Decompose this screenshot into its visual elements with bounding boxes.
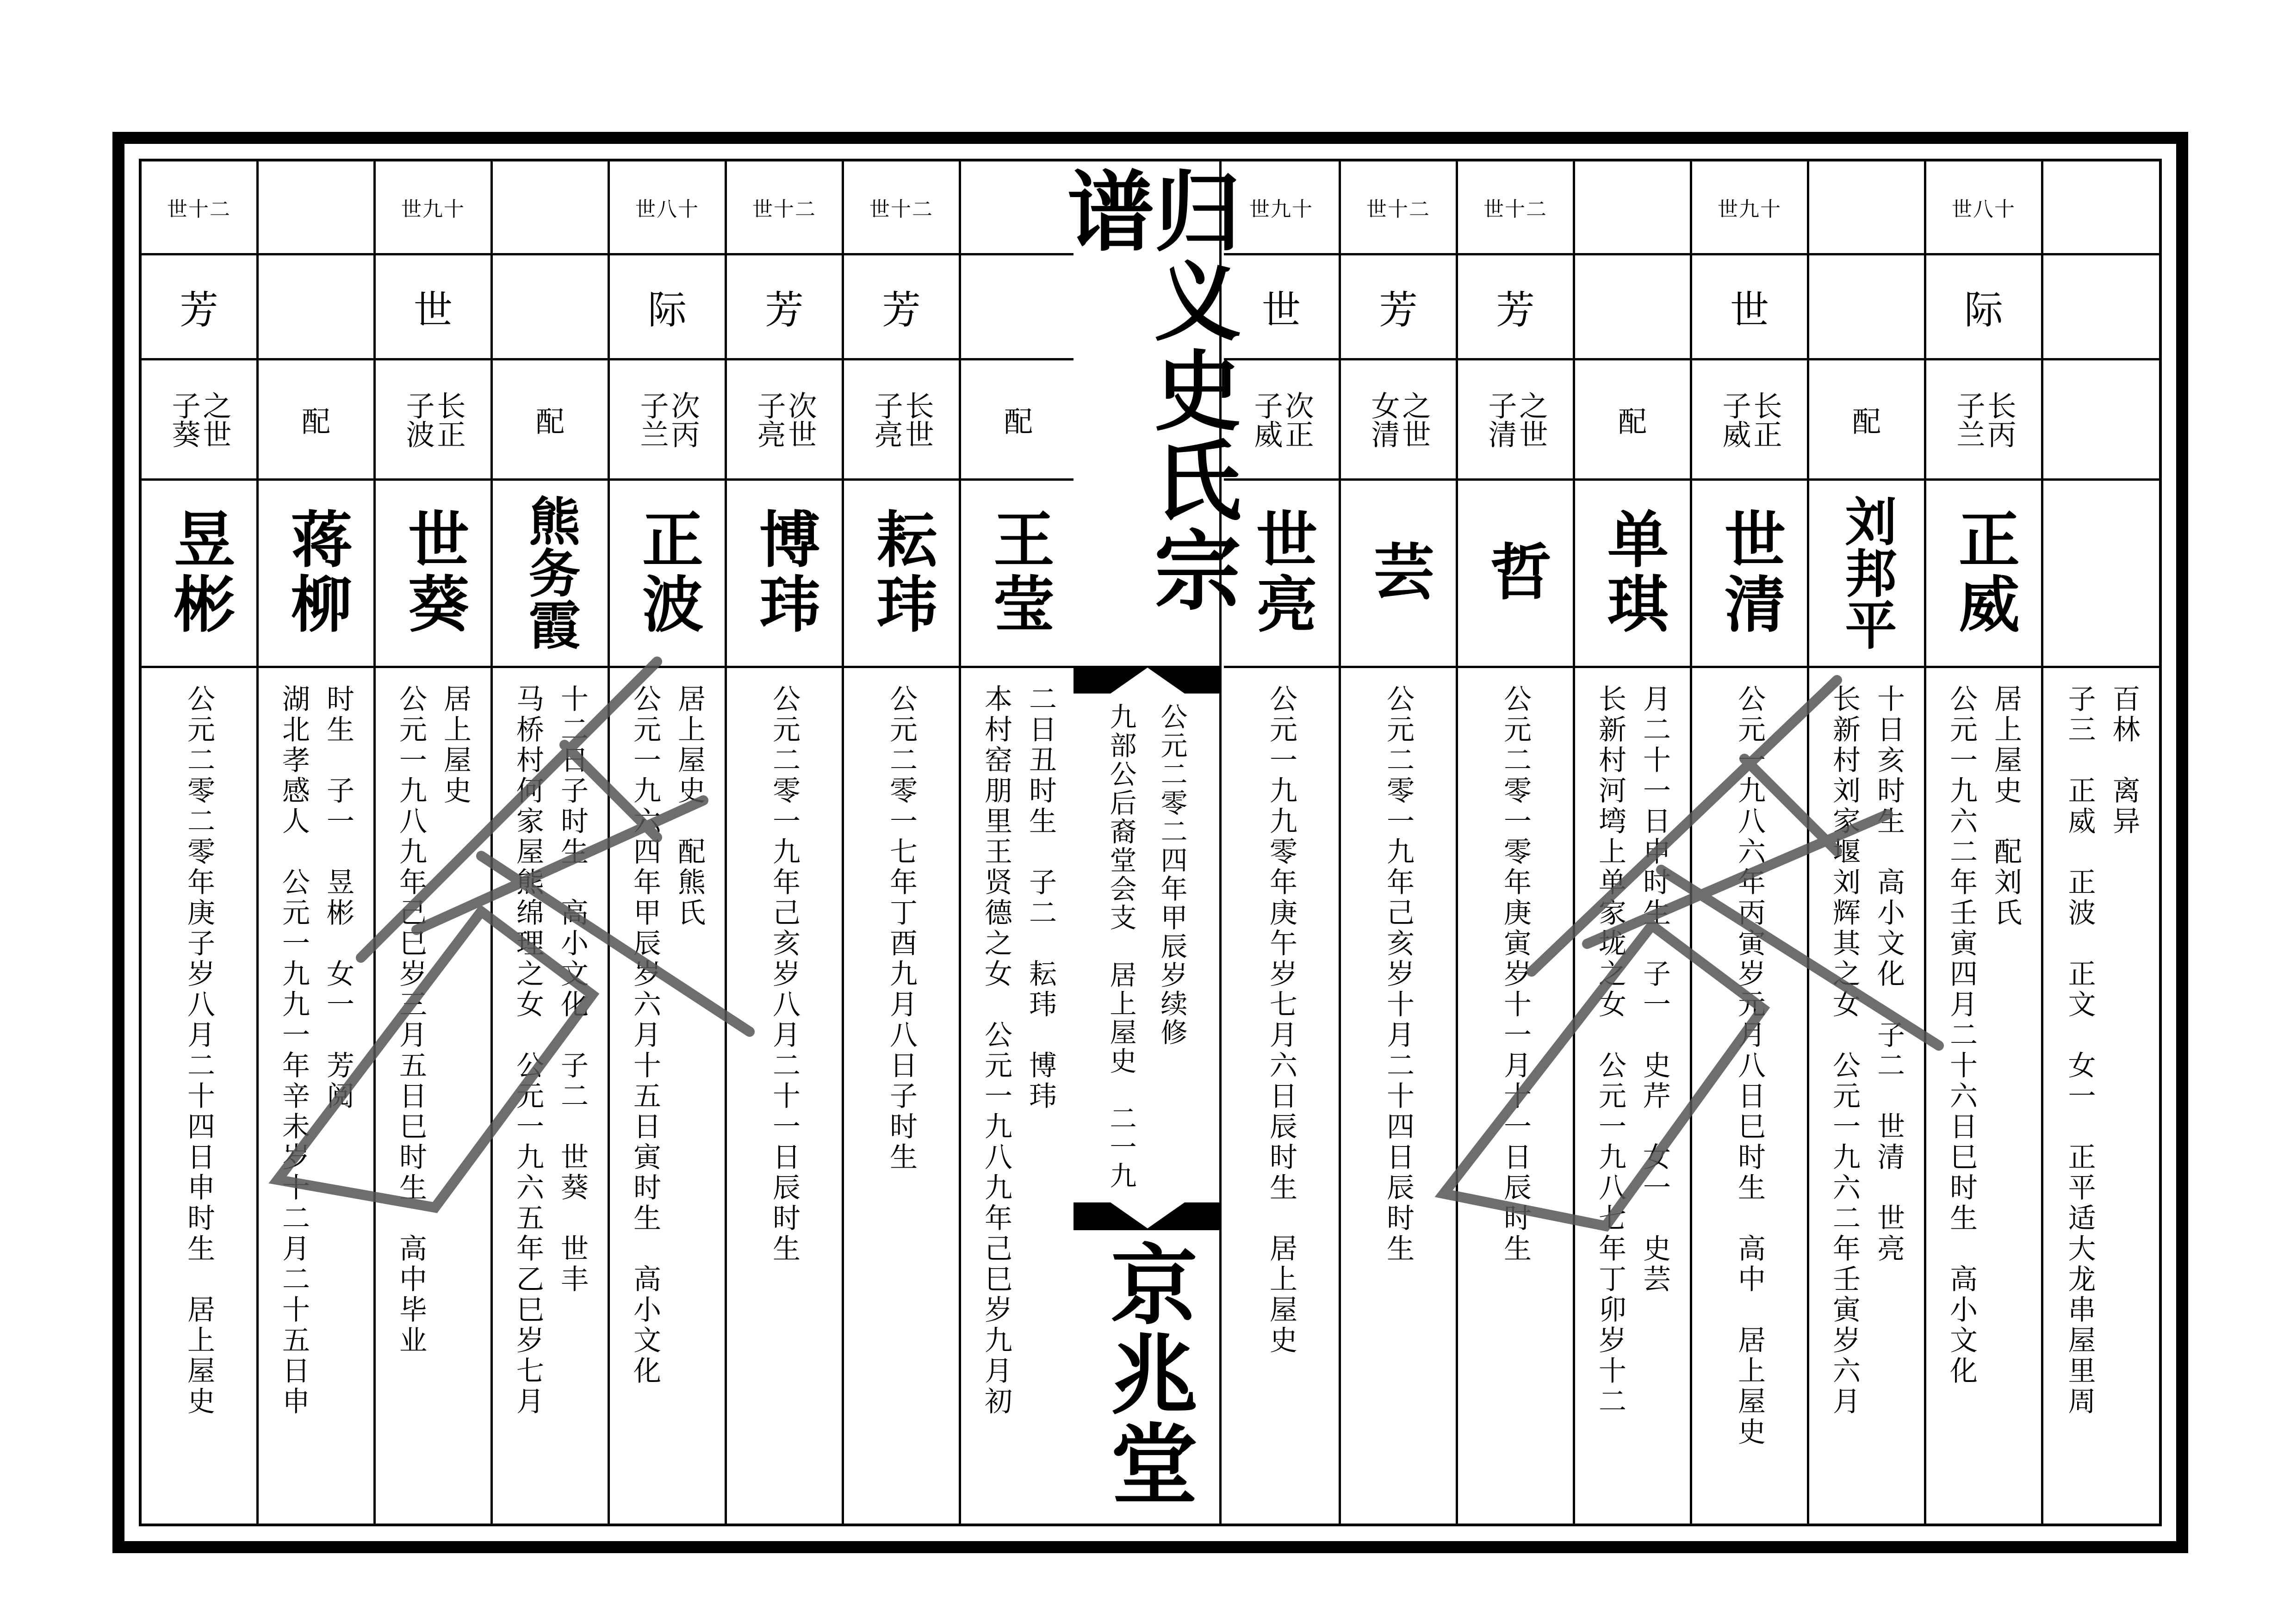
- person-name: 博玮: [749, 507, 820, 637]
- genealogy-column: [493, 161, 610, 1524]
- person-name: 刘邦平: [1837, 494, 1897, 650]
- relation-cell: [961, 360, 1076, 478]
- name-cell: [727, 481, 842, 663]
- biography-cell: [142, 668, 256, 1524]
- branch-line: 九部公后裔堂会支 居上屋史 二一九: [1105, 703, 1137, 1190]
- generation-character: 芳: [1378, 287, 1418, 333]
- person-name: 世清: [1714, 507, 1785, 637]
- biography-cell: [493, 668, 608, 1524]
- biography-line: 十日亥时生 高小文化 子二 世清 世亮: [1873, 684, 1905, 1264]
- name-cell: [142, 481, 256, 663]
- generation-label: 世九十: [1249, 198, 1313, 221]
- person-name: 正波: [632, 507, 703, 637]
- generation-character: 世: [1730, 287, 1769, 333]
- biography-line: 公元二零一九年己亥岁八月二十一日辰时生: [768, 684, 800, 1264]
- biography-line: 本村窑朋里王贤德之女 公元一九八九年己巳岁九月初: [980, 684, 1012, 1417]
- name-cell: [961, 481, 1076, 663]
- generation-label: [493, 161, 608, 253]
- genealogy-column: [610, 161, 727, 1524]
- name-cell: [844, 481, 959, 663]
- relation-text: 长世 子亮: [869, 390, 934, 448]
- generation-character: [1575, 255, 1690, 358]
- relation-cell: [1224, 360, 1339, 478]
- generation-label: 世十二: [1483, 198, 1547, 221]
- generation-label: [259, 161, 373, 253]
- name-cell: [1575, 481, 1690, 663]
- name-cell: [1458, 481, 1573, 663]
- genealogy-column: [1341, 161, 1458, 1524]
- branch-info: [1074, 703, 1219, 1190]
- biography-cell: [376, 668, 490, 1524]
- biography-line: 子三 正威 正波 正文 女一 正平适大龙串屋里周: [2063, 684, 2096, 1417]
- relation-cell: [259, 360, 373, 478]
- biography-cell: [610, 668, 725, 1524]
- genealogy-column: [376, 161, 493, 1524]
- relation-text: 配: [1618, 405, 1647, 439]
- name-cell: [1224, 481, 1339, 663]
- relation-text: 之世 子清: [1483, 390, 1548, 448]
- relation-cell: [376, 360, 490, 478]
- biography-line: 长新村刘家堰刘辉其之女 公元一九六二年壬寅岁六月: [1828, 684, 1861, 1417]
- relation-text: 配: [301, 405, 330, 439]
- divider-notch-top: [1074, 666, 1219, 694]
- relation-cell: [727, 360, 842, 478]
- generation-label: 世十二: [752, 198, 816, 221]
- generation-character: 芳: [179, 287, 218, 333]
- biography-cell: [1341, 668, 1456, 1524]
- biography-line: 公元二零一七年丁酉九月八日子时生: [885, 684, 918, 1173]
- person-name: 芸: [1363, 539, 1434, 605]
- biography-cell: [1224, 668, 1339, 1524]
- generation-character: [493, 255, 608, 358]
- generation-label: 世十二: [167, 198, 231, 221]
- relation-cell: [844, 360, 959, 478]
- relation-cell: [1926, 360, 2041, 478]
- generation-character: [961, 255, 1076, 358]
- relation-cell: [1458, 360, 1573, 478]
- generation-label: 世九十: [401, 198, 465, 221]
- biography-cell: [727, 668, 842, 1524]
- person-name: 王莹: [983, 507, 1054, 637]
- generation-label: 世八十: [1952, 198, 2016, 221]
- relation-text: 长正 子波: [401, 390, 466, 448]
- relation-cell: [1575, 360, 1690, 478]
- name-cell: [1926, 481, 2041, 663]
- name-cell: [610, 481, 725, 663]
- generation-label: [1575, 161, 1690, 253]
- person-name: 熊务霞: [520, 494, 580, 650]
- generation-character: [2043, 255, 2160, 358]
- person-name: 世葵: [397, 507, 469, 637]
- generation-character: [259, 255, 373, 358]
- biography-line: 公元二零一九年己亥岁十月二十四日辰时生: [1382, 684, 1415, 1264]
- genealogy-column: [259, 161, 376, 1524]
- biography-line: 居上屋史 配熊氏: [673, 684, 706, 929]
- generation-character: 芳: [1496, 287, 1535, 333]
- relation-text: 长正 子威: [1718, 390, 1782, 448]
- person-name: 蒋柳: [280, 507, 352, 637]
- biography-cell: [1692, 668, 1807, 1524]
- name-cell: [1809, 481, 1924, 663]
- relation-text: 配: [1852, 405, 1881, 439]
- biography-line: 居上屋史: [439, 684, 472, 806]
- relation-text: 之世 子葵: [167, 390, 232, 448]
- biography-line: 马桥村何家屋熊绵理之女 公元一九六五年乙巳岁七月: [512, 684, 544, 1417]
- genealogy-column: [2043, 161, 2160, 1524]
- generation-label: 世十二: [869, 198, 933, 221]
- generation-label: [2043, 161, 2160, 253]
- generation-character: 际: [647, 287, 687, 333]
- person-name: 昱彬: [163, 507, 235, 637]
- biography-line: 公元一九六二年壬寅四月二十六日巳时生 高小文化: [1945, 684, 1978, 1387]
- biography-cell: [961, 668, 1076, 1524]
- biography-cell: [1809, 668, 1924, 1524]
- genealogy-column: [1692, 161, 1809, 1524]
- generation-label: 世九十: [1718, 198, 1781, 221]
- name-cell: [376, 481, 490, 663]
- biography-line: 公元一九八六年丙寅岁元月八日巳时生 高中 居上屋史: [1733, 684, 1766, 1448]
- relation-cell: [610, 360, 725, 478]
- biography-line: 湖北孝感人 公元一九九一年辛未岁十二月二十五日申: [278, 684, 310, 1417]
- center-column: [1052, 161, 1241, 1524]
- biography-cell: [1926, 668, 2041, 1524]
- relation-text: 次丙 子兰: [635, 390, 700, 448]
- name-cell: [2043, 481, 2160, 663]
- biography-line: 公元一九六四年甲辰岁六月十五日寅时生 高小文化: [629, 684, 661, 1387]
- genealogy-column: [844, 161, 961, 1524]
- biography-line: 时生 子一 昱彬 女一 芳阅: [322, 684, 354, 1112]
- relation-cell: [2043, 360, 2160, 478]
- genealogy-title: 归义史氏宗谱: [1052, 166, 1241, 615]
- biography-cell: [1458, 668, 1573, 1524]
- relation-text: 配: [1004, 405, 1033, 439]
- person-name: 单琪: [1597, 507, 1668, 637]
- relation-cell: [1809, 360, 1924, 478]
- relation-cell: [142, 360, 256, 478]
- hall-name: 京兆堂: [1096, 1239, 1198, 1509]
- generation-character: 芳: [881, 287, 921, 333]
- revision-line: 公元二零二四年甲辰岁续修: [1156, 703, 1188, 1047]
- genealogy-column: [727, 161, 844, 1524]
- person-name: 正威: [1948, 507, 2019, 637]
- generation-label: 世八十: [635, 198, 699, 221]
- relation-text: 之世 女清: [1366, 390, 1431, 448]
- genealogy-column: [1458, 161, 1575, 1524]
- relation-cell: [1692, 360, 1807, 478]
- person-name: 哲: [1480, 539, 1551, 605]
- generation-character: 世: [413, 287, 453, 333]
- biography-cell: [259, 668, 373, 1524]
- relation-text: 长丙 子兰: [1952, 390, 2017, 448]
- biography-line: 百林 离异: [2108, 684, 2141, 837]
- genealogy-column: [1575, 161, 1692, 1524]
- genealogy-column: [1224, 161, 1341, 1524]
- relation-cell: [1341, 360, 1456, 478]
- biography-line: 二日丑时生 子二 耘玮 博玮: [1024, 684, 1057, 1112]
- biography-line: 公元二零二零年庚子岁八月二十四日申时生 居上屋史: [183, 684, 215, 1417]
- generation-label: [1809, 161, 1924, 253]
- generation-character: 世: [1261, 287, 1301, 333]
- name-cell: [259, 481, 373, 663]
- name-cell: [1341, 481, 1456, 663]
- biography-line: 居上屋史 配刘氏: [1990, 684, 2022, 929]
- name-cell: [1692, 481, 1807, 663]
- person-name: 世亮: [1246, 507, 1317, 637]
- biography-line: 公元一九八九年己巳岁三月五日巳时生 高中毕业: [395, 684, 427, 1356]
- genealogy-column: [142, 161, 259, 1524]
- biography-cell: [2043, 668, 2160, 1524]
- biography-line: 十二日子时生 高小文化 子二 世葵 世丰: [556, 684, 589, 1295]
- biography-line: 月二十一日申时生 子一 史芹 女一 史芸: [1638, 684, 1671, 1295]
- relation-cell: [493, 360, 608, 478]
- biography-line: 长新村河塆上单家垅之女 公元一九八七年丁卯岁十二: [1594, 684, 1626, 1417]
- genealogy-column: [1809, 161, 1926, 1524]
- biography-line: 公元二零一零年庚寅岁十一月十一日辰时生: [1499, 684, 1532, 1264]
- relation-text: 次正 子威: [1249, 390, 1314, 448]
- person-name: 耘玮: [866, 507, 937, 637]
- biography-line: 公元一九九零年庚午岁七月六日辰时生 居上屋史: [1265, 684, 1297, 1356]
- generation-character: [1809, 255, 1924, 358]
- generation-character: 际: [1964, 287, 2003, 333]
- relation-text: 配: [535, 405, 565, 439]
- relation-text: 次世 子亮: [752, 390, 817, 448]
- biography-cell: [844, 668, 959, 1524]
- generation-label: 世十二: [1366, 198, 1430, 221]
- biography-cell: [1575, 668, 1690, 1524]
- name-cell: [493, 481, 608, 663]
- divider-notch-bottom: [1074, 1202, 1219, 1230]
- generation-character: 芳: [764, 287, 804, 333]
- genealogy-column: [1926, 161, 2043, 1524]
